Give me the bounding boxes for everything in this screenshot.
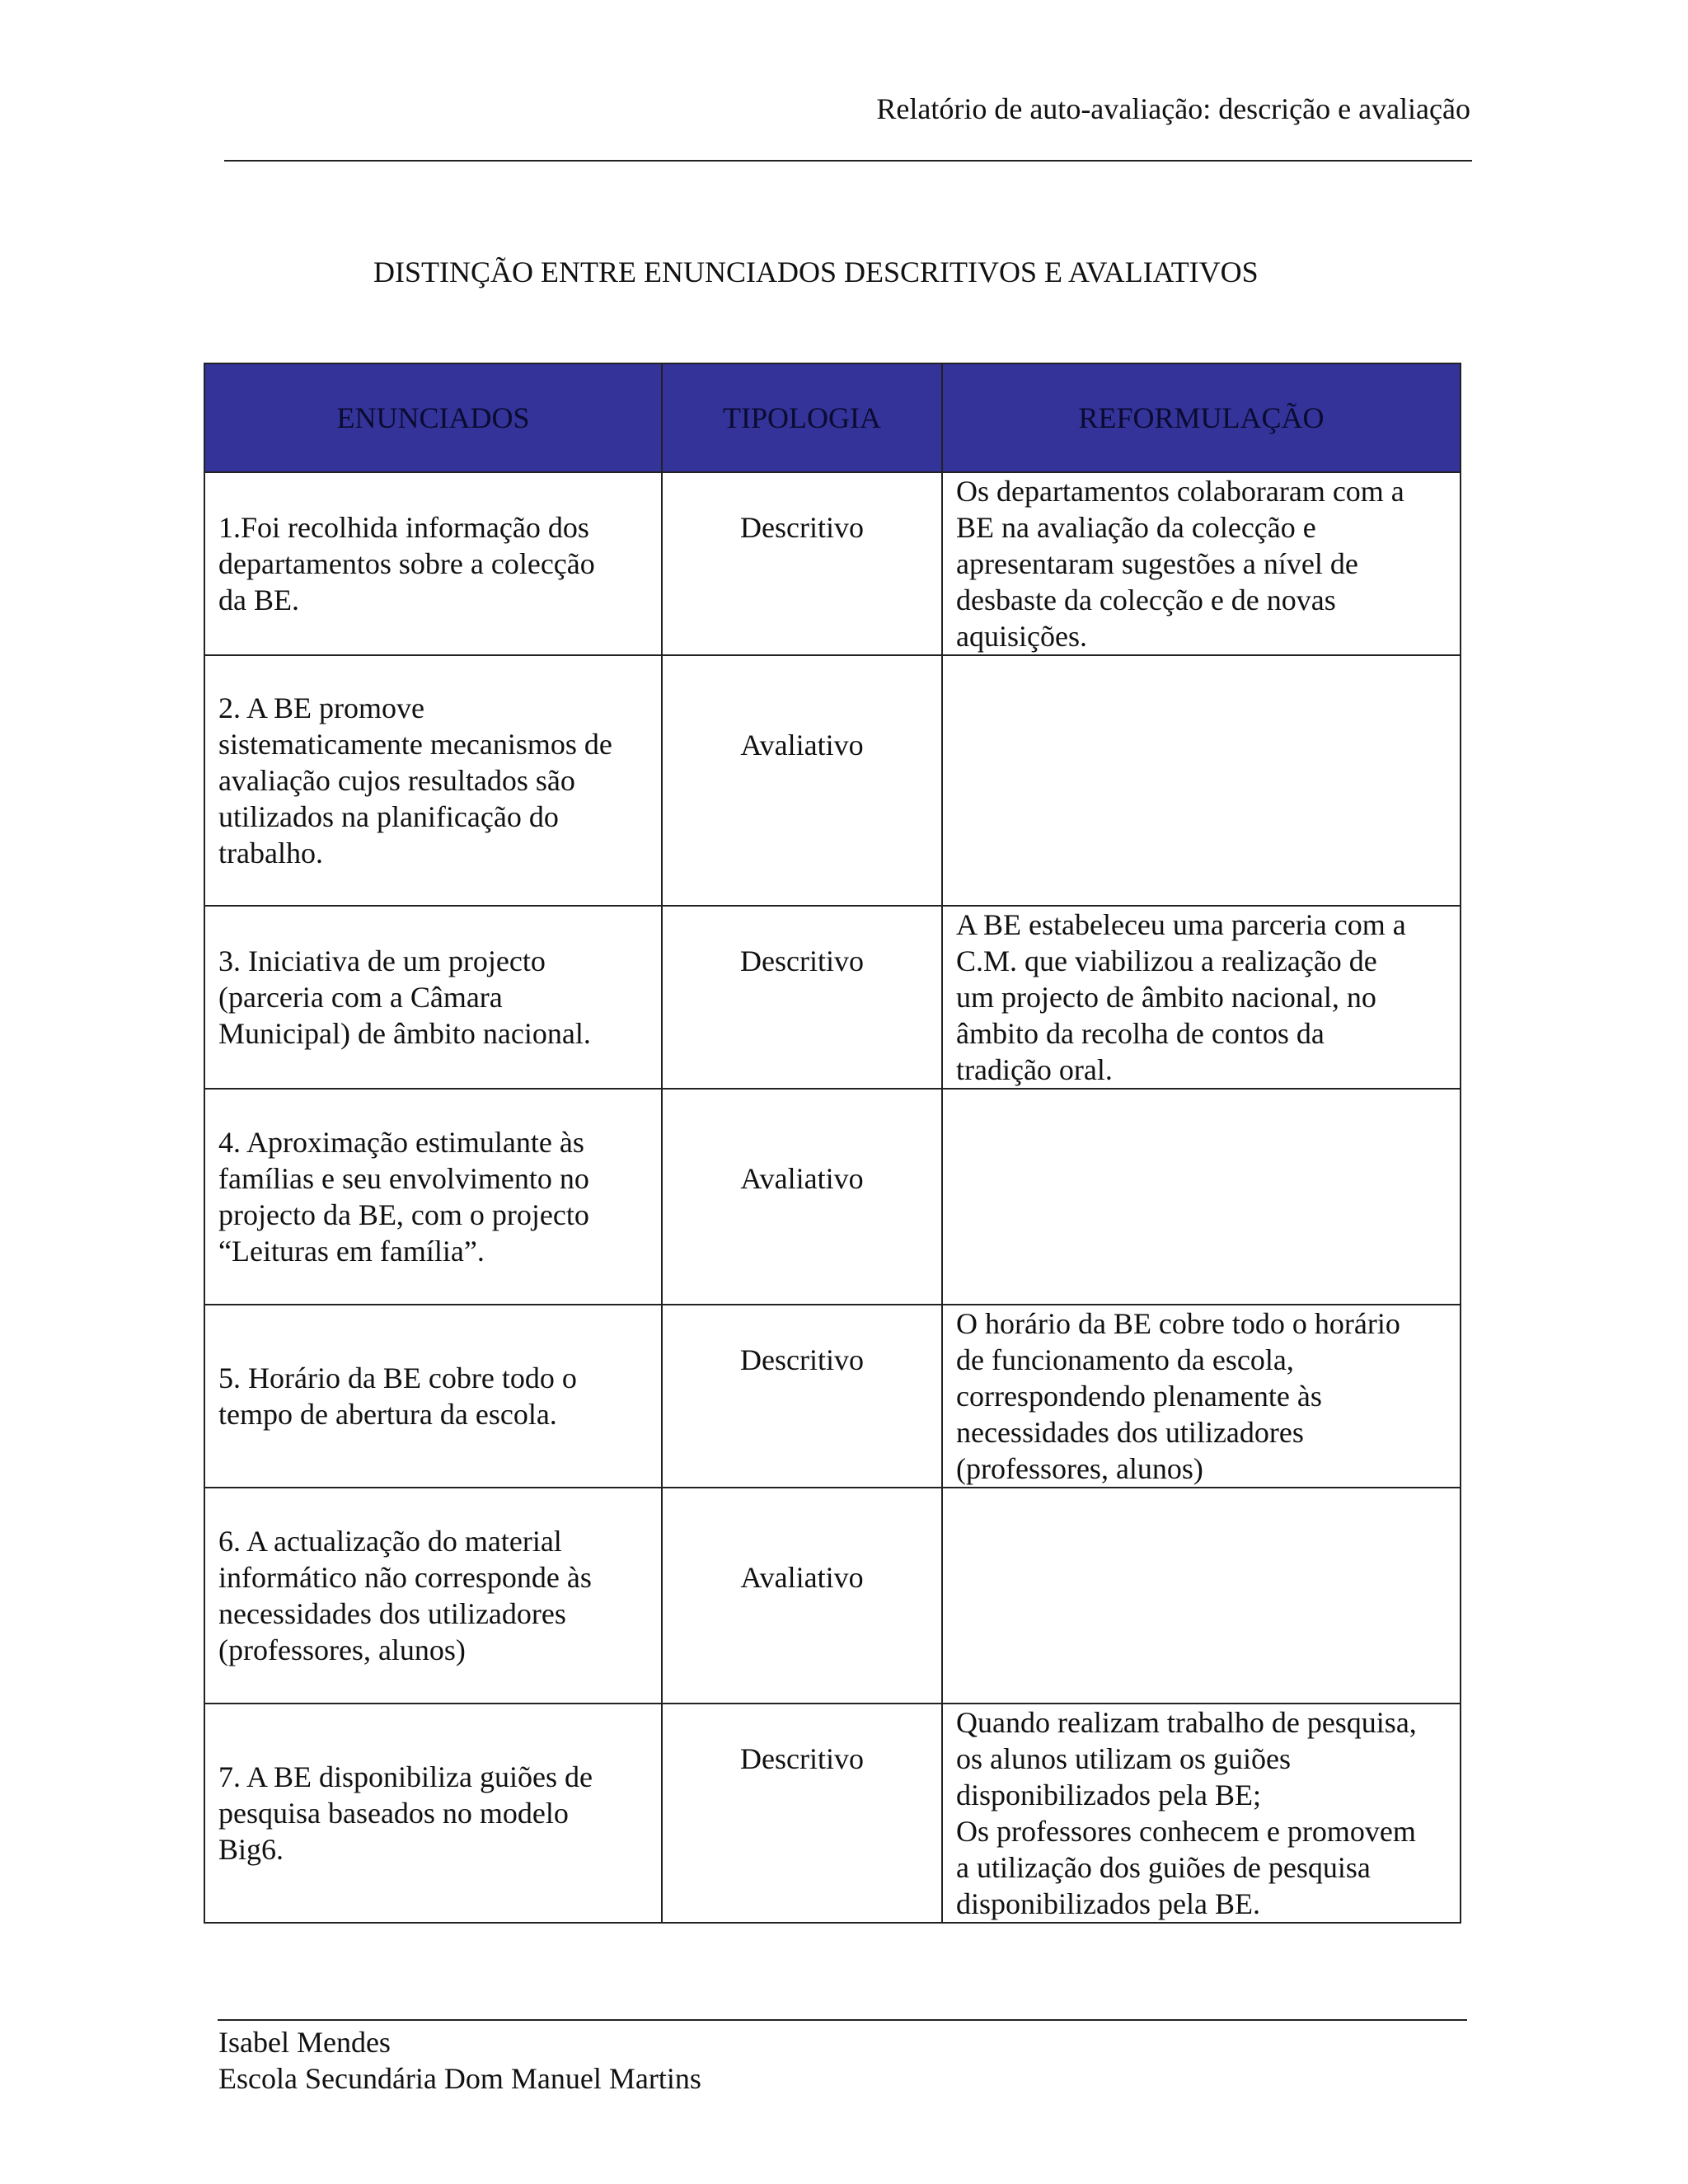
statements-table bbox=[204, 363, 1461, 1924]
table-row bbox=[204, 472, 1461, 655]
table-row bbox=[204, 1089, 1461, 1305]
reformulacao-text: Os departamentos colaboraram com a BE na avaliação da colecção e apresentaram sugestões a nível de desbaste da colecção e de novas aquisições. bbox=[956, 475, 1404, 653]
enunciado-cell bbox=[204, 472, 662, 655]
reformulacao-text: A BE estabeleceu uma parceria com a C.M. que viabilizou a realização de um projecto de âmbito nacional, no âmbito da recolha de contos da tradição oral. bbox=[956, 908, 1406, 1086]
enunciado-cell bbox=[204, 1089, 662, 1305]
reformulacao-cell bbox=[942, 1488, 1461, 1704]
column-header-reformulacao: REFORMULAÇÃO bbox=[942, 363, 1461, 472]
tipologia-cell bbox=[662, 472, 942, 655]
footer-school: Escola Secundária Dom Manuel Martins bbox=[218, 2062, 701, 2095]
footer-author: Isabel Mendes bbox=[218, 2026, 391, 2059]
enunciado-text: 7. A BE disponibiliza guiões de pesquisa baseados no modelo Big6. bbox=[218, 1760, 593, 1866]
table-row bbox=[204, 1704, 1461, 1923]
tipologia-text: Descritivo bbox=[740, 511, 864, 544]
enunciado-cell bbox=[204, 1305, 662, 1488]
tipologia-cell bbox=[662, 1305, 942, 1488]
table-row bbox=[204, 1488, 1461, 1704]
table-row bbox=[204, 1305, 1461, 1488]
enunciado-text: 4. Aproximação estimulante às famílias e seu envolvimento no projecto da BE, com o projecto “Leituras em família”. bbox=[218, 1126, 589, 1268]
table-row bbox=[204, 655, 1461, 906]
tipologia-cell bbox=[662, 1704, 942, 1923]
reformulacao-cell bbox=[942, 906, 1461, 1089]
column-header-tipologia: TIPOLOGIA bbox=[662, 363, 942, 472]
tipologia-text: Descritivo bbox=[740, 1343, 864, 1376]
tipologia-cell bbox=[662, 1089, 942, 1305]
tipologia-cell bbox=[662, 655, 942, 906]
table-header-row bbox=[204, 363, 1461, 472]
header-divider bbox=[224, 160, 1472, 162]
reformulacao-cell bbox=[942, 472, 1461, 655]
footer-divider bbox=[218, 2019, 1467, 2021]
enunciado-cell bbox=[204, 1704, 662, 1923]
reformulacao-cell bbox=[942, 1089, 1461, 1305]
tipologia-text: Avaliativo bbox=[740, 1162, 864, 1195]
enunciado-cell bbox=[204, 906, 662, 1089]
tipologia-text: Descritivo bbox=[740, 944, 864, 977]
document-title: DISTINÇÃO ENTRE ENUNCIADOS DESCRITIVOS E AVALIATIVOS bbox=[373, 255, 1259, 288]
enunciado-text: 1.Foi recolhida informação dos departamentos sobre a colecção da BE. bbox=[218, 511, 595, 616]
enunciado-cell bbox=[204, 1488, 662, 1704]
reformulacao-cell bbox=[942, 1704, 1461, 1923]
enunciado-text: 3. Iniciativa de um projecto (parceria com a Câmara Municipal) de âmbito nacional. bbox=[218, 944, 591, 1050]
reformulacao-text: Quando realizam trabalho de pesquisa, os alunos utilizam os guiões disponibilizados pela BE; Os professores conhecem e promovem a utilização dos guiões de pesquisa disponibilizados pela BE. bbox=[956, 1706, 1417, 1920]
table-row bbox=[204, 906, 1461, 1089]
reformulacao-cell bbox=[942, 1305, 1461, 1488]
tipologia-text: Avaliativo bbox=[740, 1561, 864, 1594]
running-header: Relatório de auto-avaliação: descrição e avaliação bbox=[876, 92, 1470, 125]
tipologia-cell bbox=[662, 906, 942, 1089]
enunciado-cell bbox=[204, 655, 662, 906]
reformulacao-text: O horário da BE cobre todo o horário de funcionamento da escola, correspondendo plenamente às necessidades dos utilizadores (professores, alunos) bbox=[956, 1307, 1400, 1485]
footer bbox=[218, 2024, 701, 2097]
tipologia-text: Avaliativo bbox=[740, 729, 864, 762]
enunciado-text: 2. A BE promove sistematicamente mecanismos de avaliação cujos resultados são utilizados na planificação do trabalho. bbox=[218, 691, 612, 869]
enunciado-text: 6. A actualização do material informático não corresponde às necessidades dos utilizadores (professores, alunos) bbox=[218, 1525, 592, 1666]
tipologia-text: Descritivo bbox=[740, 1742, 864, 1775]
tipologia-cell bbox=[662, 1488, 942, 1704]
column-header-enunciados: ENUNCIADOS bbox=[204, 363, 662, 472]
reformulacao-cell bbox=[942, 655, 1461, 906]
enunciado-text: 5. Horário da BE cobre todo o tempo de abertura da escola. bbox=[218, 1361, 577, 1431]
